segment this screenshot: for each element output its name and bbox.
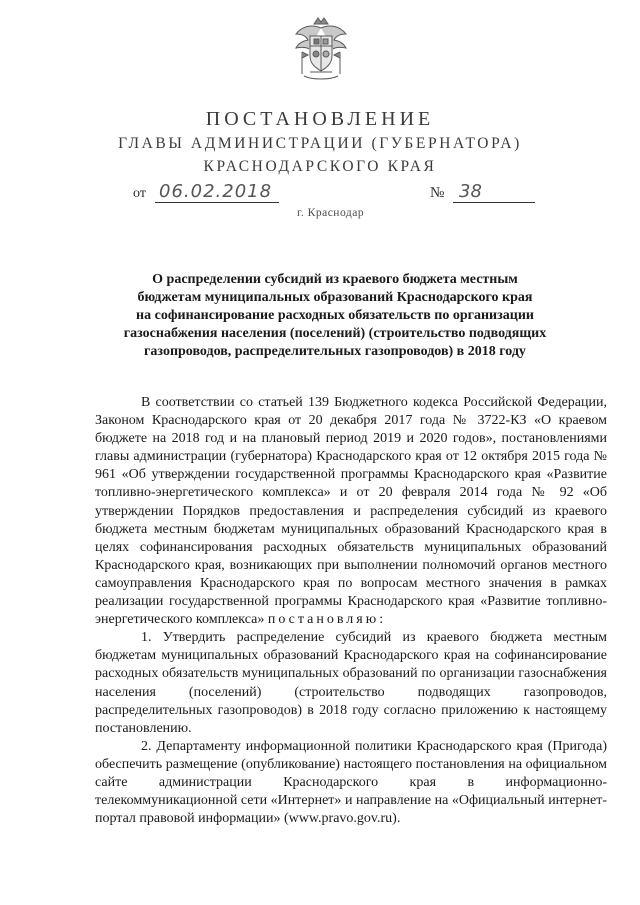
date-prefix: от [133, 186, 146, 201]
region-heading: КРАСНОДАРСКОГО КРАЯ [203, 158, 437, 175]
title-line: бюджетам муниципальных образований Краснодарского края [137, 290, 533, 305]
document-number: 38 [453, 182, 535, 203]
clause-1-paragraph: 1. Утвердить распределение субсидий из краевого бюджета местным бюджетам муниципальных образований Краснодарского края на софинансирование расходных обязательств муниципальных образований по организации газоснабжения населения (поселений) (строительство подводящих газопроводов, распределительных газопроводов) в 2018 году согласно приложению к настоящему постановлению. [95, 630, 607, 736]
title-line: газоснабжения населения (поселений) (строительство подводящих [123, 326, 547, 341]
clause-2-paragraph: 2. Департаменту информационной политики Краснодарского края (Пригода) обеспечить размещение (опубликование) настоящего постановления на официальном сайте администрации Краснодарского края в информационно-телекоммуникационной сети «Интернет» и направление на «Официальный интернет-портал правовой информации» (www.pravo.gov.ru). [95, 738, 607, 827]
document-date: 06.02.2018 [155, 182, 279, 203]
number-sign: № [430, 185, 445, 201]
issuing-city: г. Краснодар [297, 207, 365, 219]
document-type-heading: ПОСТАНОВЛЕНИЕ [205, 108, 435, 130]
resolution-word: постановляю: [267, 612, 387, 628]
coat-of-arms-emblem [290, 14, 352, 84]
title-line: О распределении субсидий из краевого бюджета местным [152, 272, 518, 287]
preamble-paragraph [95, 394, 607, 629]
date-number-line [133, 181, 553, 206]
preamble-text: В соответствии со статьей 139 Бюджетного кодекса Российской Федерации, Законом Краснодарского края от 20 декабря 2017 года № 3722-КЗ «О краевом бюджете на 2018 год и на плановый период 2019 и 2020 годов», постановлениями главы администрации (губернатора) Краснодарского края от 12 октября 2015 года № 961 «Об утверждении государственной программы Краснодарского края «Развитие топливно-энергетического комплекса» и от 20 февраля 2014 года № 92 «Об утверждении Порядков предоставления и распределения субсидий из краевого бюджета местным бюджетам муниципальных образований Краснодарского края в целях софинансирования расходных обязательств муниципальных образований Краснодарского края, возникающих при выполнении полномочий органов местного самоуправления Краснодарского края по вопросам местного значения в рамках реализации государственной программы Краснодарского края «Развитие топливно-энергетического комплекса» [95, 395, 607, 628]
document-title [100, 271, 570, 361]
title-line: газопроводов, распределительных газопроводов) в 2018 году [144, 344, 526, 359]
title-line: на софинансирование расходных обязательств по организации [136, 308, 534, 323]
document-body [95, 394, 607, 828]
issuer-heading: ГЛАВЫ АДМИНИСТРАЦИИ (ГУБЕРНАТОРА) [118, 135, 522, 152]
